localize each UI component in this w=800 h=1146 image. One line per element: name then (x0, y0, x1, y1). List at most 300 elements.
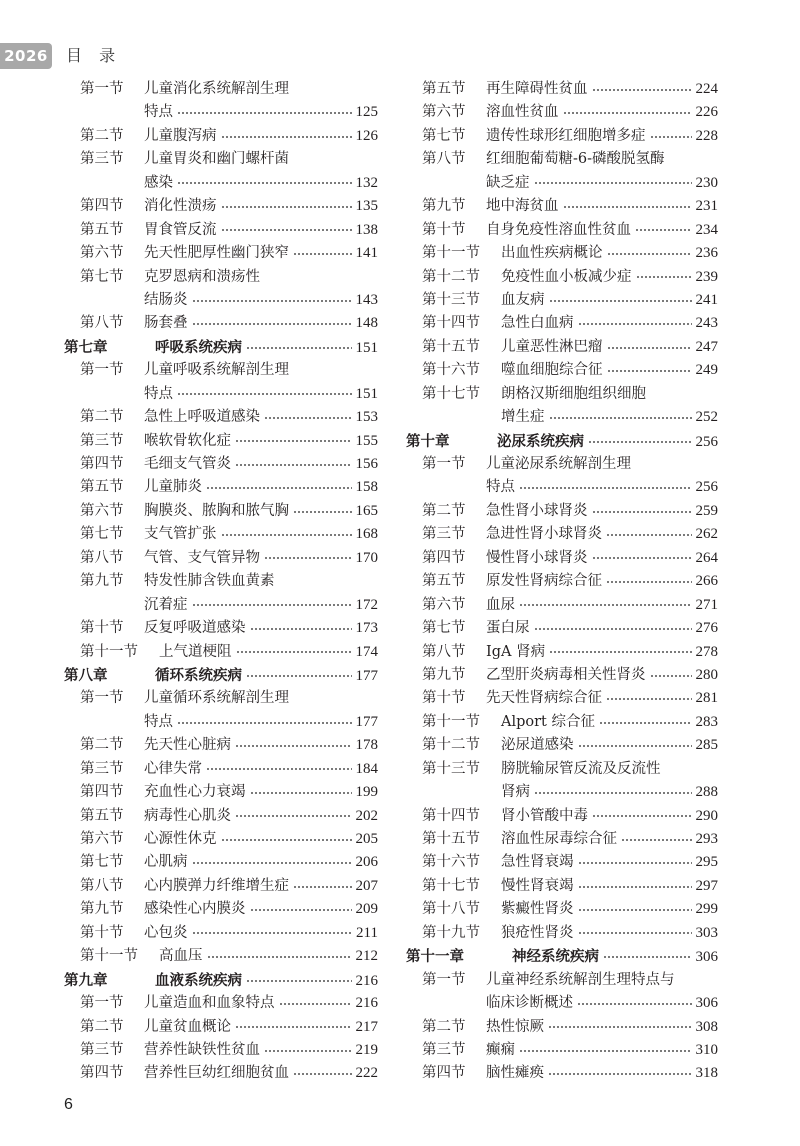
entry-title: IgA 肾病 (486, 643, 546, 660)
toc-section-entry (406, 687, 718, 710)
dot-leader (534, 792, 692, 794)
section-label: 第十九节 (422, 924, 480, 941)
entry-page-number: 239 (695, 268, 718, 285)
entry-title: 儿童腹泻病 (144, 127, 217, 144)
section-label: 第一节 (80, 81, 124, 97)
entry-title: 营养性缺铁性贫血 (144, 1041, 260, 1058)
toc-section-entry (406, 898, 718, 921)
entry-title: 儿童肺炎 (144, 479, 202, 496)
dot-leader (549, 417, 692, 419)
dot-leader (264, 1050, 352, 1052)
dot-leader (235, 1026, 352, 1028)
entry-title: 特点 (144, 713, 173, 730)
dot-leader (235, 815, 352, 817)
toc-section-entry (64, 430, 378, 453)
chapter-label: 第十一章 (406, 948, 464, 966)
entry-page-number: 252 (695, 409, 718, 426)
entry-page-number: 234 (695, 221, 718, 238)
entry-page-number: 264 (695, 549, 718, 566)
entry-title: 地中海贫血 (486, 198, 559, 215)
section-label: 第四节 (80, 198, 124, 215)
toc-section-entry (64, 289, 378, 312)
entry-title: 自身免疫性溶血性贫血 (486, 221, 631, 238)
section-label: 第八节 (422, 643, 466, 660)
toc-section-entry (64, 570, 378, 593)
entry-title: 营养性巨幼红细胞贫血 (144, 1065, 289, 1082)
toc-section-entry (64, 758, 378, 781)
toc-section-entry (64, 1016, 378, 1039)
dot-leader (264, 557, 352, 559)
entry-page-number: 280 (695, 666, 718, 683)
dot-leader (603, 956, 692, 958)
entry-page-number: 209 (355, 901, 378, 918)
entry-title: 急性上呼吸道感染 (144, 409, 260, 426)
section-label: 第七节 (80, 526, 124, 543)
entry-title: 儿童胃炎和幽门螺杆菌 (144, 151, 289, 168)
section-label: 第五节 (422, 81, 466, 97)
entry-page-number: 256 (695, 433, 718, 450)
section-label: 第五节 (80, 479, 124, 496)
entry-title: 心源性休克 (144, 831, 217, 847)
dot-leader (246, 347, 352, 349)
entry-page-number: 318 (695, 1065, 718, 1082)
toc-section-entry (406, 641, 718, 664)
dot-leader (549, 651, 691, 653)
entry-page-number: 230 (695, 174, 718, 191)
entry-page-number: 303 (695, 924, 718, 941)
dot-leader (236, 651, 352, 653)
entry-title: 血尿 (486, 596, 515, 613)
toc-section-entry (406, 922, 718, 945)
entry-title: 感染性心内膜炎 (144, 901, 246, 918)
toc-section-entry (406, 172, 718, 195)
entry-title: 肠套叠 (144, 315, 188, 332)
toc-chapter-entry (64, 664, 378, 687)
entry-page-number: 247 (695, 338, 718, 355)
section-label: 第五节 (80, 221, 124, 238)
entry-page-number: 216 (355, 995, 378, 1012)
entry-title: 临床诊断概述 (486, 995, 573, 1012)
entry-title: 消化性溃疡 (144, 198, 217, 215)
entry-title: 出血性疾病概论 (501, 245, 603, 262)
toc-section-entry (64, 805, 378, 828)
toc-section-entry (64, 734, 378, 757)
entry-title: 心内膜弹力纤维增生症 (144, 877, 289, 894)
toc-section-entry (406, 219, 718, 242)
entry-page-number: 243 (695, 315, 718, 332)
toc-left-column (64, 78, 378, 1086)
toc-section-entry (406, 664, 718, 687)
entry-title: 先天性心脏病 (144, 737, 231, 754)
dot-leader (578, 932, 692, 934)
toc-section-entry (64, 687, 378, 710)
entry-page-number: 278 (695, 643, 718, 660)
toc-chapter-entry (64, 969, 378, 992)
entry-page-number: 148 (355, 315, 378, 332)
chapter-label: 第七章 (64, 338, 108, 356)
entry-page-number: 172 (355, 596, 378, 613)
toc-section-entry (406, 594, 718, 617)
section-label: 第一节 (80, 995, 124, 1012)
entry-page-number: 153 (355, 409, 378, 426)
section-label: 第十一节 (422, 245, 480, 262)
entry-title: 再生障碍性贫血 (486, 81, 588, 97)
section-label: 第一节 (80, 690, 124, 707)
entry-page-number: 266 (695, 573, 718, 590)
entry-title: 儿童造血和血象特点 (144, 995, 275, 1012)
toc-section-entry (406, 969, 718, 992)
toc-section-entry (64, 523, 378, 546)
dot-leader (592, 89, 692, 91)
entry-title: 先天性肾病综合征 (486, 690, 602, 707)
dot-leader (192, 932, 353, 934)
section-label: 第十八节 (422, 901, 480, 918)
dot-leader (578, 886, 692, 888)
entry-page-number: 138 (355, 221, 378, 238)
entry-page-number: 211 (356, 924, 378, 941)
toc-section-entry (64, 359, 378, 382)
entry-page-number: 310 (695, 1041, 718, 1058)
entry-page-number: 217 (355, 1018, 378, 1035)
section-label: 第十节 (80, 620, 124, 637)
entry-page-number: 262 (695, 526, 718, 543)
dot-leader (578, 745, 692, 747)
toc-section-entry (406, 406, 718, 429)
entry-title: 血液系统疾病 (155, 971, 242, 989)
entry-title: 循环系统疾病 (155, 666, 242, 684)
entry-title: 特点 (144, 385, 173, 402)
toc-section-entry (406, 266, 718, 289)
entry-page-number: 290 (695, 807, 718, 824)
entry-title: 儿童呼吸系统解剖生理 (144, 362, 289, 379)
entry-title: 特点 (144, 104, 173, 121)
section-label: 第七节 (80, 268, 124, 285)
dot-leader (221, 229, 352, 231)
section-label: 第十四节 (422, 807, 480, 824)
section-label: 第六节 (422, 104, 466, 121)
dot-leader (519, 487, 692, 489)
toc-section-entry (64, 828, 378, 851)
dot-leader (650, 675, 692, 677)
dot-leader (635, 229, 692, 231)
section-label: 第十节 (80, 924, 124, 941)
entry-title: 噬血细胞综合征 (501, 362, 603, 379)
entry-page-number: 241 (695, 291, 718, 308)
toc-section-entry (406, 523, 718, 546)
section-label: 第二节 (422, 502, 466, 519)
dot-leader (264, 417, 352, 419)
section-label: 第十节 (422, 221, 466, 238)
dot-leader (534, 182, 692, 184)
dot-leader (599, 722, 692, 724)
entry-page-number: 216 (355, 972, 378, 989)
toc-section-entry (406, 125, 718, 148)
entry-page-number: 125 (355, 104, 378, 121)
entry-page-number: 207 (355, 877, 378, 894)
dot-leader (177, 112, 352, 114)
entry-page-number: 259 (695, 502, 718, 519)
entry-page-number: 249 (695, 362, 718, 379)
section-label: 第四节 (80, 784, 124, 801)
dot-leader (519, 1050, 692, 1052)
toc-section-entry (64, 641, 378, 664)
entry-title: 缺乏症 (486, 174, 530, 191)
entry-page-number: 202 (355, 807, 378, 824)
entry-page-number: 174 (355, 643, 378, 660)
dot-leader (563, 206, 692, 208)
dot-leader (293, 511, 352, 513)
dot-leader (607, 347, 692, 349)
entry-title: 反复呼吸道感染 (144, 620, 246, 637)
dot-leader (607, 370, 692, 372)
entry-title: 紫癜性肾炎 (501, 901, 574, 918)
toc-section-entry (406, 148, 718, 171)
entry-page-number: 177 (355, 667, 378, 684)
section-label: 第九节 (422, 666, 466, 683)
entry-title: 儿童贫血概论 (144, 1018, 231, 1035)
entry-page-number: 212 (355, 948, 378, 965)
entry-page-number: 288 (695, 784, 718, 801)
dot-leader (192, 862, 352, 864)
section-label: 第五节 (80, 807, 124, 824)
entry-title: 克罗恩病和溃疡性 (144, 268, 260, 285)
toc-section-entry (64, 195, 378, 218)
entry-title: 毛细支气管炎 (144, 456, 231, 472)
dot-leader (549, 300, 692, 302)
toc-section-entry (406, 851, 718, 874)
section-label: 第十三节 (422, 291, 480, 308)
dot-leader (578, 909, 692, 911)
entry-title: 肾小管酸中毒 (501, 807, 588, 824)
toc-chapter-entry (64, 336, 378, 359)
page-title: 目 录 (66, 46, 122, 65)
dot-leader (221, 136, 352, 138)
dot-leader (606, 698, 692, 700)
section-label: 第四节 (80, 1065, 124, 1082)
section-label: 第十二节 (422, 737, 480, 754)
section-label: 第七节 (422, 620, 466, 637)
dot-leader (519, 604, 692, 606)
entry-title: 癫痫 (486, 1041, 515, 1058)
entry-page-number: 295 (695, 854, 718, 871)
entry-page-number: 165 (355, 502, 378, 519)
toc-section-entry (64, 922, 378, 945)
dot-leader (235, 464, 352, 466)
entry-title: 免疫性血小板减少症 (501, 268, 632, 285)
entry-title: 儿童消化系统解剖生理 (144, 81, 289, 97)
dot-leader (177, 393, 352, 395)
dot-leader (206, 487, 352, 489)
entry-title: 儿童泌尿系统解剖生理 (486, 456, 631, 472)
entry-title: 脑性瘫痪 (486, 1065, 544, 1082)
section-label: 第六节 (80, 245, 124, 262)
entry-page-number: 226 (695, 104, 718, 121)
entry-title: 红细胞葡萄糖-6-磷酸脱氢酶 (486, 151, 665, 168)
toc-section-entry (406, 312, 718, 335)
toc-section-entry (64, 312, 378, 335)
entry-title: 呼吸系统疾病 (155, 338, 242, 356)
entry-page-number: 306 (695, 995, 718, 1012)
entry-page-number: 276 (695, 620, 718, 637)
dot-leader (578, 862, 692, 864)
toc-section-entry (64, 78, 378, 101)
section-label: 第十三节 (422, 760, 480, 777)
dot-leader (606, 581, 692, 583)
entry-page-number: 126 (355, 127, 378, 144)
dot-leader (250, 909, 352, 911)
toc-section-entry (64, 875, 378, 898)
toc-section-entry (64, 383, 378, 406)
dot-leader (606, 534, 692, 536)
toc-section-entry (64, 406, 378, 429)
dot-leader (293, 253, 352, 255)
toc-section-entry (64, 476, 378, 499)
entry-page-number: 219 (355, 1041, 378, 1058)
entry-title: 增生症 (501, 409, 545, 426)
entry-title: 沉着症 (144, 596, 188, 613)
section-label: 第十一节 (422, 713, 480, 730)
section-label: 第十四节 (422, 315, 480, 332)
page-number: 6 (64, 1096, 73, 1113)
entry-page-number: 281 (695, 690, 718, 707)
toc-section-entry (406, 758, 718, 781)
section-label: 第二节 (80, 737, 124, 754)
dot-leader (192, 300, 352, 302)
entry-title: 膀胱输尿管反流及反流性 (501, 760, 661, 777)
section-label: 第十六节 (422, 362, 480, 379)
section-label: 第十一节 (80, 643, 138, 660)
toc-section-entry (64, 1039, 378, 1062)
section-label: 第一节 (422, 456, 466, 472)
entry-page-number: 199 (355, 784, 378, 801)
toc-section-entry (64, 453, 378, 476)
dot-leader (592, 815, 692, 817)
entry-title: 特发性肺含铁血黄素 (144, 573, 275, 590)
section-label: 第三节 (422, 1041, 466, 1058)
entry-page-number: 173 (355, 620, 378, 637)
toc-section-entry (64, 125, 378, 148)
dot-leader (221, 839, 352, 841)
entry-title: 遗传性球形红细胞增多症 (486, 127, 646, 144)
section-label: 第一节 (80, 362, 124, 379)
entry-page-number: 170 (355, 549, 378, 566)
toc-section-entry (406, 383, 718, 406)
dot-leader (177, 722, 352, 724)
dot-leader (548, 1073, 692, 1075)
toc-section-entry (406, 242, 718, 265)
toc-section-entry (406, 875, 718, 898)
toc-section-entry (64, 242, 378, 265)
dot-leader (235, 745, 352, 747)
toc-section-entry (406, 617, 718, 640)
dot-leader (235, 440, 352, 442)
section-label: 第六节 (80, 831, 124, 847)
entry-page-number: 285 (695, 737, 718, 754)
chapter-label: 第九章 (64, 971, 108, 989)
section-label: 第九节 (422, 198, 466, 215)
entry-page-number: 156 (355, 456, 378, 472)
section-label: 第二节 (80, 127, 124, 144)
entry-page-number: 135 (355, 198, 378, 215)
page-header (0, 43, 800, 69)
entry-title: 儿童循环系统解剖生理 (144, 690, 289, 707)
entry-title: 病毒性心肌炎 (144, 807, 231, 824)
dot-leader (607, 253, 692, 255)
toc-section-entry (406, 781, 718, 804)
section-label: 第八节 (80, 315, 124, 332)
entry-title: 胸膜炎、脓胸和脓气胸 (144, 502, 289, 519)
section-label: 第一节 (422, 971, 466, 988)
section-label: 第三节 (422, 526, 466, 543)
entry-title: 蛋白尿 (486, 620, 530, 637)
entry-page-number: 293 (695, 831, 718, 847)
section-label: 第十一节 (80, 948, 138, 965)
entry-title: 儿童神经系统解剖生理特点与 (486, 971, 675, 988)
entry-title: 溶血性贫血 (486, 104, 559, 121)
toc-section-entry (406, 734, 718, 757)
section-label: 第二节 (80, 409, 124, 426)
toc-section-entry (406, 805, 718, 828)
toc-section-entry (406, 1062, 718, 1085)
dot-leader (588, 441, 692, 443)
dot-leader (578, 323, 692, 325)
section-label: 第六节 (422, 596, 466, 613)
toc-section-entry (64, 992, 378, 1015)
toc-section-entry (64, 1062, 378, 1085)
entry-title: 神经系统疾病 (512, 948, 599, 966)
section-label: 第九节 (80, 901, 124, 918)
entry-title: 心律失常 (144, 760, 202, 777)
entry-title: 感染 (144, 174, 173, 191)
entry-page-number: 299 (695, 901, 718, 918)
section-label: 第四节 (422, 1065, 466, 1082)
entry-title: 急性肾小球肾炎 (486, 502, 588, 519)
toc-section-entry (64, 617, 378, 640)
section-label: 第十七节 (422, 877, 480, 894)
dot-leader (221, 534, 352, 536)
dot-leader (563, 112, 692, 114)
entry-title: 泌尿道感染 (501, 737, 574, 754)
entry-page-number: 283 (695, 713, 718, 730)
section-label: 第十节 (422, 690, 466, 707)
toc-section-entry (406, 547, 718, 570)
toc-section-entry (406, 1039, 718, 1062)
toc-section-entry (406, 828, 718, 851)
entry-page-number: 151 (355, 385, 378, 402)
entry-page-number: 151 (355, 339, 378, 356)
entry-title: 急性肾衰竭 (501, 854, 574, 871)
dot-leader (621, 839, 692, 841)
section-label: 第二节 (422, 1018, 466, 1035)
dot-leader (293, 886, 352, 888)
toc-section-entry (406, 453, 718, 476)
entry-title: 血友病 (501, 291, 545, 308)
toc-section-entry (406, 359, 718, 382)
entry-page-number: 306 (695, 949, 718, 966)
toc-section-entry (406, 289, 718, 312)
section-label: 第二节 (80, 1018, 124, 1035)
toc-section-entry (64, 898, 378, 921)
dot-leader (246, 675, 352, 677)
section-label: 第十二节 (422, 268, 480, 285)
entry-page-number: 141 (355, 245, 378, 262)
toc-section-entry (64, 148, 378, 171)
section-label: 第三节 (80, 151, 124, 168)
entry-title: 支气管扩张 (144, 526, 217, 543)
dot-leader (650, 136, 692, 138)
entry-title: 心肌病 (144, 854, 188, 871)
section-label: 第四节 (80, 456, 124, 472)
